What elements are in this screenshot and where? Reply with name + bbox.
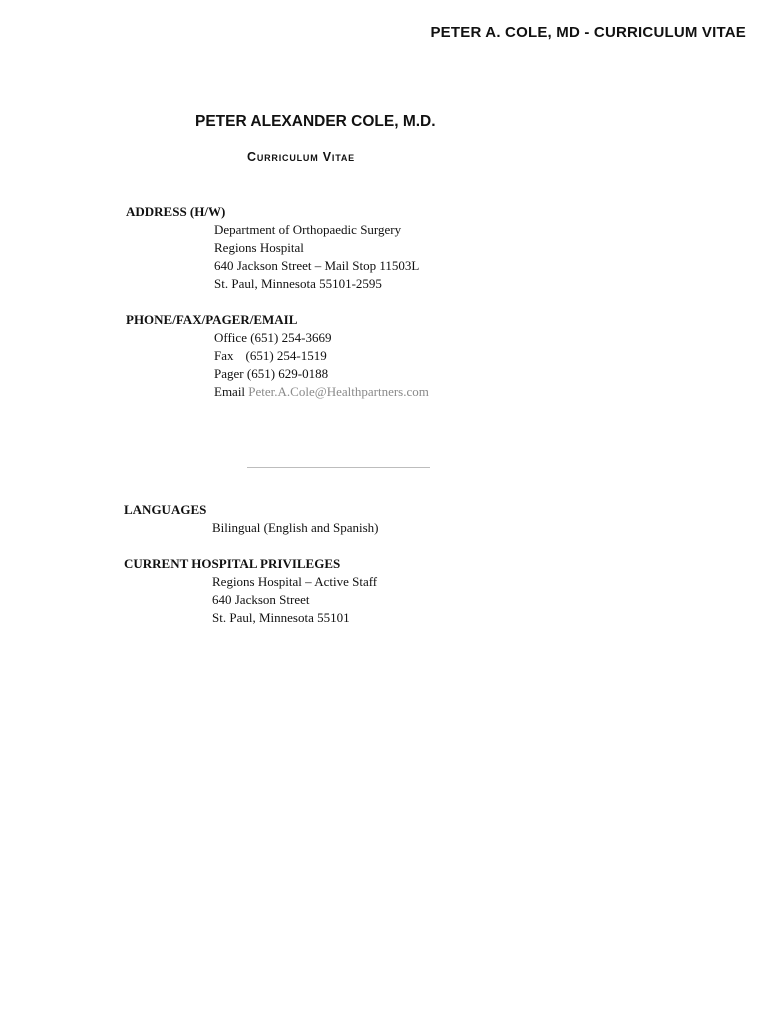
privileges-heading: CURRENT HOSPITAL PRIVILEGES (124, 556, 341, 571)
fax-number: (651) 254-1519 (245, 348, 327, 363)
address-line: St. Paul, Minnesota 55101-2595 (214, 276, 382, 291)
privileges-line: St. Paul, Minnesota 55101 (212, 610, 350, 625)
contact-lines (214, 329, 429, 401)
address-heading: ADDRESS (H/W) (126, 204, 226, 219)
languages-heading: LANGUAGES (124, 502, 207, 517)
office-phone: (651) 254-3669 (250, 330, 332, 345)
page-title: PETER ALEXANDER COLE, M.D. (195, 113, 436, 130)
office-line (214, 329, 429, 347)
address-line: Regions Hospital (214, 240, 304, 255)
languages-lines (212, 519, 378, 537)
address-section (126, 203, 419, 293)
section-divider (247, 467, 430, 468)
address-lines (214, 221, 419, 293)
fax-label: Fax (214, 348, 234, 363)
languages-line: Bilingual (English and Spanish) (212, 520, 379, 535)
email-line (214, 383, 429, 401)
page-subtitle: Curriculum Vitae (247, 150, 355, 164)
pager-label: Pager (214, 366, 244, 381)
running-header: PETER A. COLE, MD - CURRICULUM VITAE (430, 24, 746, 41)
languages-section (124, 501, 378, 537)
contact-heading: PHONE/FAX/PAGER/EMAIL (126, 312, 298, 327)
office-label: Office (214, 330, 247, 345)
fax-line (214, 347, 429, 365)
email-label: Email (214, 384, 246, 399)
address-line: Department of Orthopaedic Surgery (214, 222, 402, 237)
privileges-line: 640 Jackson Street (212, 592, 310, 607)
pager-number: (651) 629-0188 (246, 366, 329, 381)
privileges-lines (212, 573, 377, 627)
contact-section (126, 311, 429, 401)
email-link[interactable]: Peter.A.Cole@Healthpartners.com (248, 384, 429, 399)
privileges-section (124, 555, 377, 627)
address-line: 640 Jackson Street – Mail Stop 11503L (214, 258, 420, 273)
privileges-line: Regions Hospital – Active Staff (212, 574, 378, 589)
pager-line (214, 365, 429, 383)
